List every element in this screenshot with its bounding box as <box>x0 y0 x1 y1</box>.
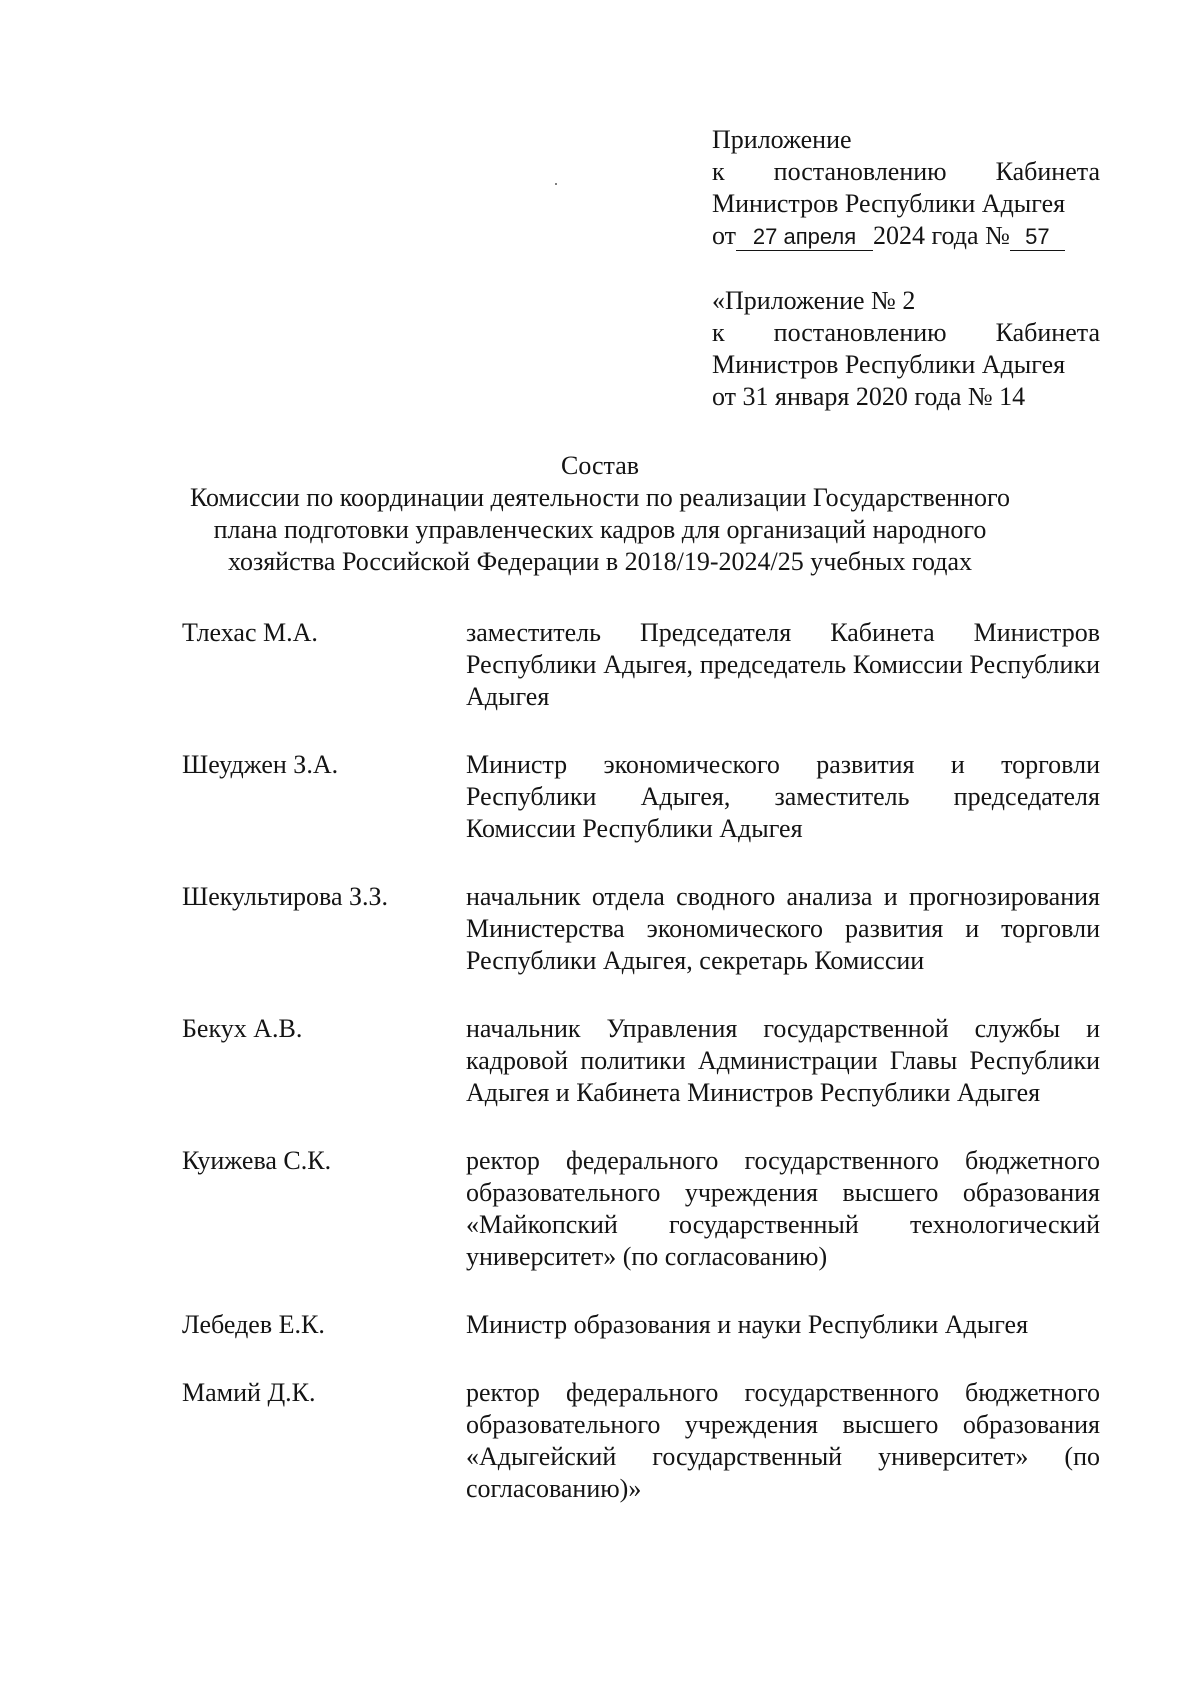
date-prefix: от <box>712 221 737 250</box>
appendix-block-original <box>712 285 1100 413</box>
member-role: Министр экономического развития и торговли Республики Адыгея, заместитель председателя Комиссии Республики Адыгея <box>466 750 1100 843</box>
member-name: Тлехас М.А. <box>182 618 318 647</box>
commission-members-list <box>182 617 1100 1505</box>
member-name: Шекультирова З.З. <box>182 882 389 911</box>
member-role: заместитель Председателя Кабинета Министров Республики Адыгея, председатель Комиссии Республики Адыгея <box>466 618 1100 711</box>
handwritten-date-field: 27 апреля <box>736 224 873 251</box>
member-name: Куижева С.К. <box>182 1146 332 1175</box>
member-role: ректор федерального государственного бюджетного образовательного учреждения высшего образования «Адыгейский государственный университет» (по согласованию)» <box>466 1378 1100 1503</box>
member-entry <box>182 749 1100 845</box>
member-role: начальник Управления государственной службы и кадровой политики Администрации Главы Республики Адыгея и Кабинета Министров Республики Адыгея <box>466 1014 1100 1107</box>
appendix-original-to-line: к постановлению Кабинета <box>712 318 1100 347</box>
member-entry <box>182 881 1100 977</box>
member-name: Шеуджен З.А. <box>182 750 339 779</box>
member-role: начальник отдела сводного анализа и прогнозирования Министерства экономического развития и торговли Республики Адыгея, секретарь Комиссии <box>466 882 1100 975</box>
heading-line-2: плана подготовки управленческих кадров для организаций народного <box>213 515 987 544</box>
member-entry <box>182 1013 1100 1109</box>
appendix-title: Приложение <box>712 125 852 154</box>
appendix-original-ministers-line: Министров Республики Адыгея <box>712 350 1066 379</box>
document-heading <box>140 450 1060 578</box>
scan-speck <box>555 183 557 185</box>
handwritten-number-field: 57 <box>1010 224 1065 251</box>
member-entry <box>182 1377 1100 1505</box>
member-entry <box>182 617 1100 713</box>
heading-title: Состав <box>560 451 640 480</box>
appendix-original-date-line: от 31 января 2020 года № 14 <box>712 382 1026 411</box>
appendix-original-title: «Приложение № 2 <box>712 286 916 315</box>
member-name: Бекух А.В. <box>182 1014 303 1043</box>
heading-line-3: хозяйства Российской Федерации в 2018/19-2024/25 учебных годах <box>227 547 973 576</box>
member-entry <box>182 1145 1100 1273</box>
appendix-block-current <box>712 124 1100 252</box>
member-role: ректор федерального государственного бюджетного образовательного учреждения высшего образования «Майкопский государственный технологический университет» (по согласованию) <box>466 1146 1100 1271</box>
heading-line-1: Комиссии по координации деятельности по реализации Государственного <box>189 483 1010 512</box>
appendix-ministers-line: Министров Республики Адыгея <box>712 189 1066 218</box>
appendix-to-line: к постановлению Кабинета <box>712 157 1100 186</box>
member-role: Министр образования и науки Республики Адыгея <box>466 1310 1029 1339</box>
member-name: Мамий Д.К. <box>182 1378 316 1407</box>
member-entry <box>182 1309 1100 1341</box>
date-suffix: 2024 года № <box>873 221 1010 250</box>
appendix-date-line <box>712 220 1100 252</box>
member-name: Лебедев Е.К. <box>182 1310 325 1339</box>
